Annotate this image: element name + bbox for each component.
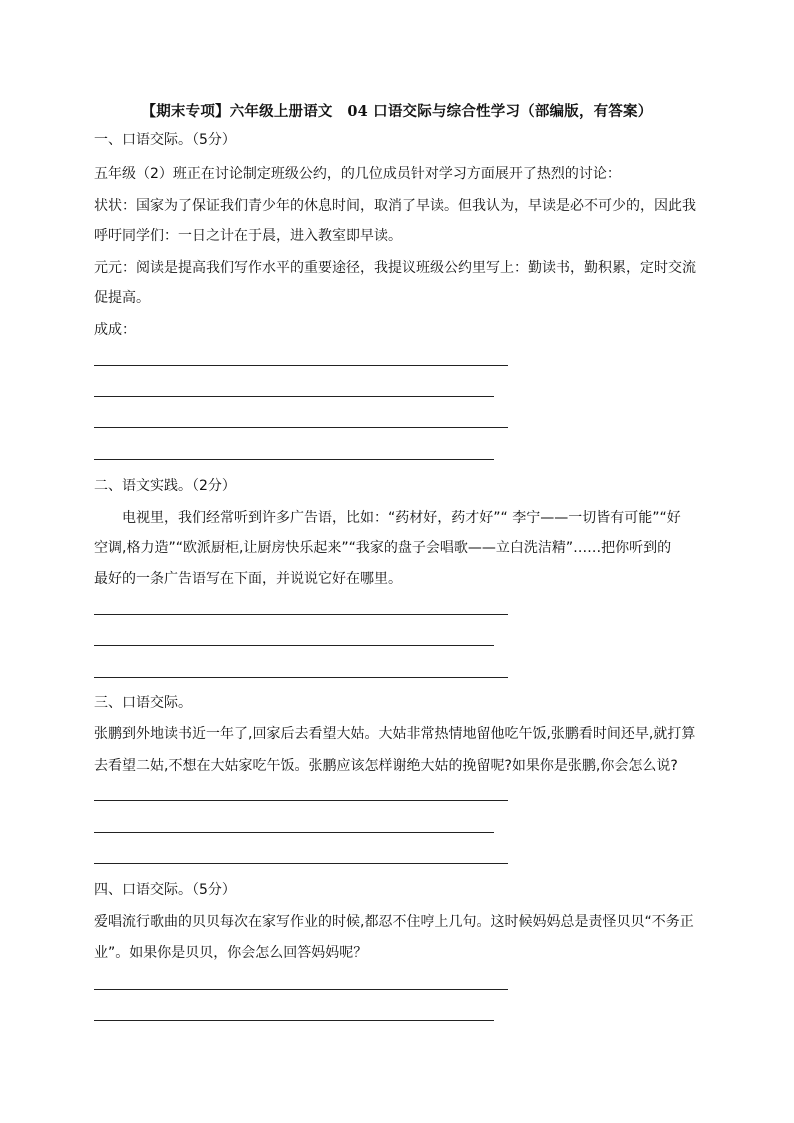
section4-line1: 爱唱流行歌曲的贝贝每次在家写作业的时候,都忍不住哼上几句。这时候妈妈总是责怪贝贝“不务正 [94,914,694,930]
section1-zhuang-line2: 呼吁同学们：一日之计在于晨，进入教室即早读。 [94,228,402,244]
answer-line[interactable] [94,459,494,460]
section3-line1: 张鹏到外地读书近一年了,回家后去看望大姑。大姑非常热情地留他吃午饭,张鹏看时间还早,就打算 [94,726,696,742]
section3-heading: 三、口语交际。 [94,695,192,711]
section2-line2: 空调,格力造”“欧派厨柜,让厨房快乐起来”“我家的盘子会唱歌——立白洗洁精”……把你听到的 [94,540,672,556]
section2-line3: 最好的一条广告语写在下面，并说说它好在哪里。 [94,571,402,587]
section1-zhuang-line1: 状状：国家为了保证我们青少年的休息时间，取消了早读。但我认为，早读是必不可少的，因此我 [94,198,696,214]
answer-line[interactable] [94,989,508,990]
section2-heading: 二、语文实践。（2分） [94,478,236,494]
answer-line[interactable] [94,1020,494,1021]
answer-line[interactable] [94,427,508,428]
answer-line[interactable] [94,863,508,864]
section2-line1: 电视里，我们经常听到许多广告语，比如：“药材好，药才好”“ 李宁——一切皆有可能”“好 [122,510,681,526]
section1-yuan-line2: 促提高。 [94,290,150,306]
section1-cheng-label: 成成： [94,322,136,338]
answer-line[interactable] [94,832,494,833]
answer-line[interactable] [94,800,508,801]
section1-heading: 一、口语交际。（5分） [94,132,236,148]
section4-heading: 四、口语交际。（5分） [94,882,236,898]
answer-line[interactable] [94,645,494,646]
answer-line[interactable] [94,614,508,615]
document-title: 【期末专项】六年级上册语文 04 口语交际与综合性学习（部编版，有答案） [141,103,653,120]
section1-intro: 五年级（2）班正在讨论制定班级公约，的几位成员针对学习方面展开了热烈的讨论： [94,166,621,182]
section3-line2: 去看望二姑,不想在大姑家吃午饭。张鹏应该怎样谢绝大姑的挽留呢?如果你是张鹏,你会怎么说? [94,758,678,774]
answer-line[interactable] [94,396,494,397]
section4-line2: 业”。如果你是贝贝，你会怎么回答妈妈呢？ [94,945,368,961]
section1-yuan-line1: 元元：阅读是提高我们写作水平的重要途径，我提议班级公约里写上：勤读书，勤积累，定时交流 [94,260,696,276]
answer-line[interactable] [94,677,508,678]
answer-line[interactable] [94,365,508,366]
